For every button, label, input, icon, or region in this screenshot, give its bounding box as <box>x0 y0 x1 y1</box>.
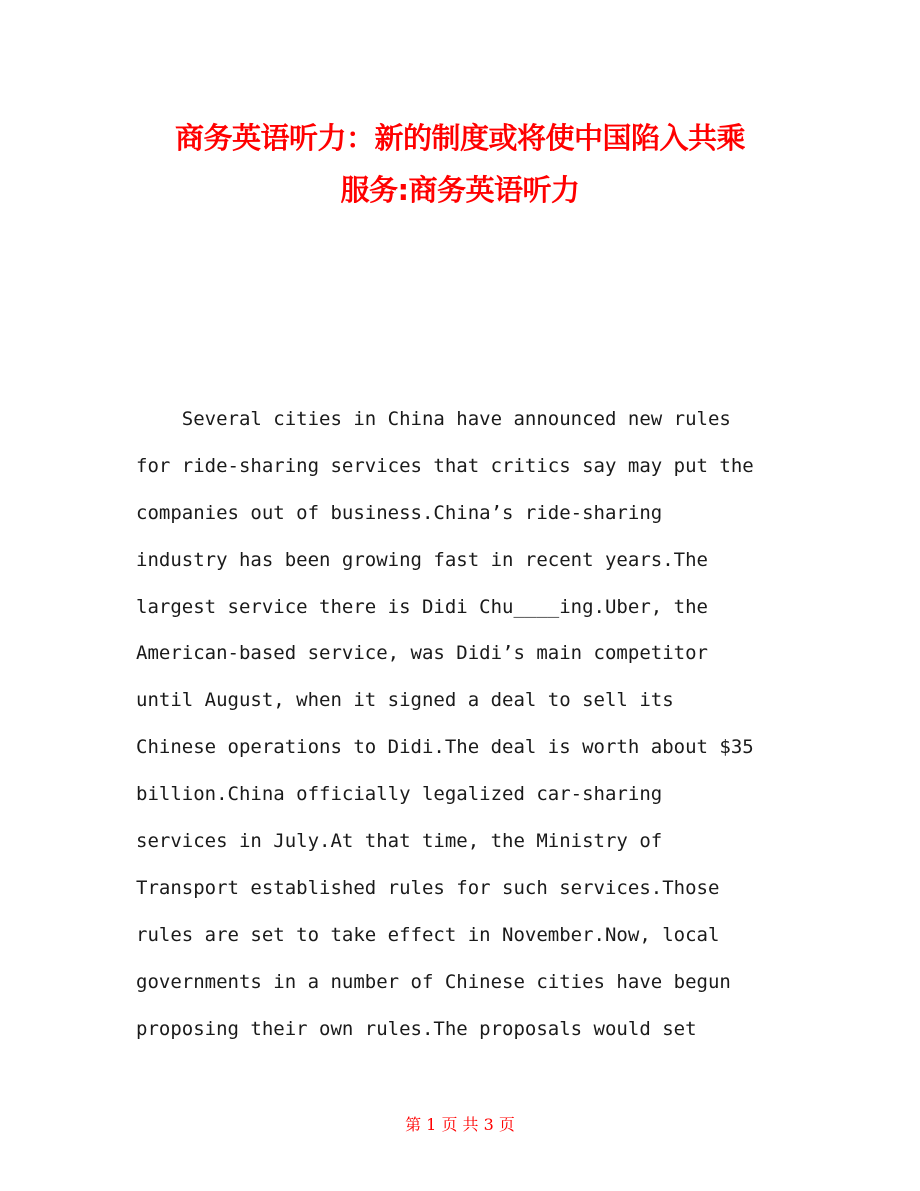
body-line: largest service there is Didi Chu____ing.Uber, the <box>136 595 708 618</box>
body-line: until August, when it signed a deal to sell its <box>136 689 674 712</box>
body-line: Chinese operations to Didi.The deal is worth about $35 <box>136 736 754 759</box>
body-line: Several cities in China have announced new rules <box>136 408 731 430</box>
body-line: governments in a number of Chinese cities have begun <box>136 970 731 993</box>
body-line: American-based service, was Didi’s main competitor <box>136 642 708 665</box>
body-line: industry has been growing fast in recent years.The <box>136 548 708 571</box>
document-body <box>136 396 796 1052</box>
page-footer: 第 1 页 共 3 页 <box>405 1115 515 1134</box>
body-line: proposing their own rules.The proposals would set <box>136 1017 697 1040</box>
body-line: for ride-sharing services that critics say may put the <box>136 454 754 477</box>
title-line-2: 服务:商务英语听力 <box>340 173 580 207</box>
body-line: companies out of business.China’s ride-sharing <box>136 501 663 524</box>
title-line-1: 商务英语听力：新的制度或将使中国陷入共乘 <box>174 121 745 155</box>
body-line: billion.China officially legalized car-sharing <box>136 783 663 806</box>
body-line: rules are set to take effect in November.Now, local <box>136 923 720 946</box>
document-title <box>120 112 800 216</box>
body-line: Transport established rules for such services.Those <box>136 876 720 899</box>
body-line: services in July.At that time, the Ministry of <box>136 830 663 853</box>
